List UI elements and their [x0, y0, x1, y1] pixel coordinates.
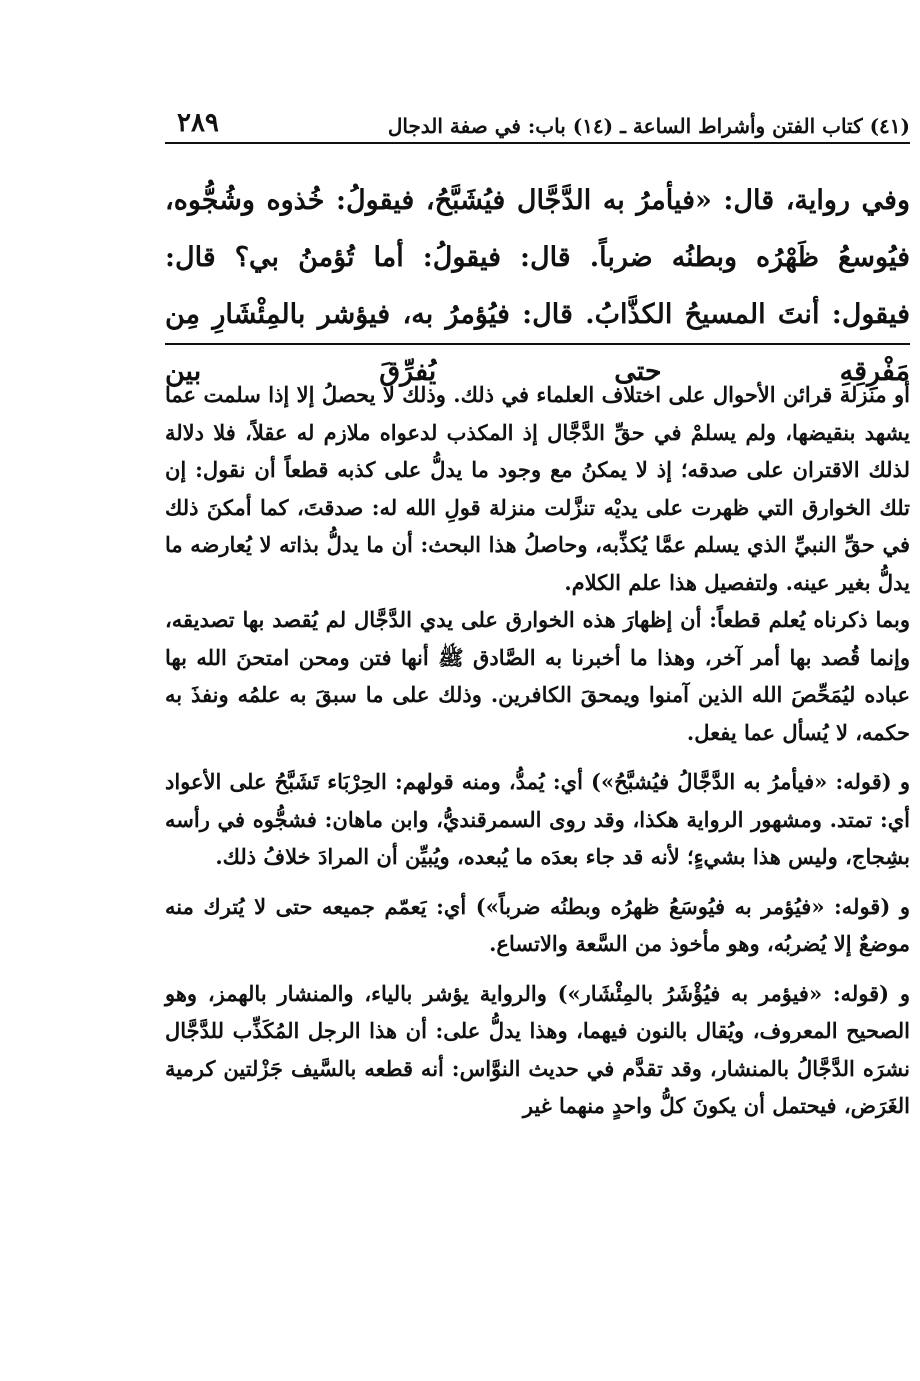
commentary [165, 376, 910, 1125]
running-title: (٤١) كتاب الفتن وأشراط الساعة ـ (١٤) باب: في صفة الدجال [387, 114, 910, 138]
commentary-paragraph-5: و (قوله: «فيؤمر به فيُؤْشَرُ بالمِئْشَار») والرواية يؤشر بالياء، والمنشار بالهمز، وهو الصحيح المعروف، ويُقال بالنون فيهما، وهذا يدلُّ على: أن هذا الرجل المُكَذِّب للدَّجَّال نشرَه الدَّجَّالُ بالمنشار، وقد تقدَّم في حديث النوَّاس: أنه قطعه بالسَّيف جَزْلتين كرمية الغَرَض، فيحتمل أن يكونَ كلُّ واحدٍ منهما غير [165, 980, 910, 1118]
section-divider [165, 343, 910, 345]
hadith-text: وفي رواية، قال: «فيأمرُ به الدَّجَّال فيُشَبَّحُ، فيقولُ: خُذوه وشُجُّوه، فيُوسعُ ظَهْرُه وبطنُه ضرباً. قال: فيقولُ: أما تُؤمنُ بي؟ قال: فيقول: أنتَ المسيحُ الكذَّابُ. قال: فيُؤمرُ به، فيؤشر بالمِئْشَارِ مِن مَفْرِقِهِ حتى يُفرِّقَ بين [165, 185, 910, 387]
commentary-paragraph-3: و (قوله: «فيأمرُ به الدَّجَّالُ فيُشبَّحُ») أي: يُمدُّ، ومنه قولهم: الحِرْبَاء تَشَبَّحُ على الأعواد أي: تمتد. ومشهور الرواية هكذا، وقد روى السمرقنديُّ، وابن ماهان: فشجُّوه في رأسه بشِجاج، وليس هذا بشيءٍ؛ لأنه قد جاء بعدَه ما يُبعده، ويُبيِّن أن المرادَ خلافُ ذلك. [165, 769, 910, 869]
page-header [165, 104, 910, 144]
commentary-paragraph-1: أو منزلة قرائن الأحوال على اختلاف العلماء في ذلك. وذلك لا يحصلُ إلا إذا سلمت عما يشهد بنقيضها، ولم يسلمْ في حقِّ الدَّجَّال إذ المكذب لدعواه ملازم له عقلاً، فلا دلالة لذلك الاقتران على صدقه؛ إذ لا يمكنُ مع وجود ما يدلُّ على كذبه قطعاً أن نقول: إن تلك الخوارق التي ظهرت على يديْه تنزَّلت منزلة قولِ الله له: صدقتَ، كما أمكنَ ذلك في حقِّ النبيِّ الذي يسلم عمَّا يُكذِّبه، وحاصلُ هذا البحث: أن ما يدلُّ بذاته لا يُعارضه ما يدلُّ بغير عينه. ولتفصيل هذا علم الكلام. [165, 382, 911, 595]
commentary-paragraph-2: وبما ذكرناه يُعلم قطعاً: أن إظهارَ هذه الخوارق على يدي الدَّجَّال لم يُقصد بها تصديقه، وإنما قُصد بها أمر آخر، وهذا ما أخبرنا به الصَّادق ﷺ أنها فتن ومحن امتحنَ الله بها عباده ليُمَحِّصَ الله الذين آمنوا ويمحقَ الكافرين. وذلك على ما سبقَ به علمُه ونفذَ به حكمه، لا يُسأل عما يفعل. [165, 607, 910, 745]
commentary-paragraph-4: و (قوله: «فيُؤمر به فيُوسَعُ ظهرُه وبطنُه ضرباً») أي: يَعمّم جميعه حتى لا يُترك منه موضعٌ إلا يُضربُه، وهو مأخوذ من السَّعة والاتساع. [165, 893, 910, 956]
page-number: ٢٨٩ [177, 108, 219, 138]
